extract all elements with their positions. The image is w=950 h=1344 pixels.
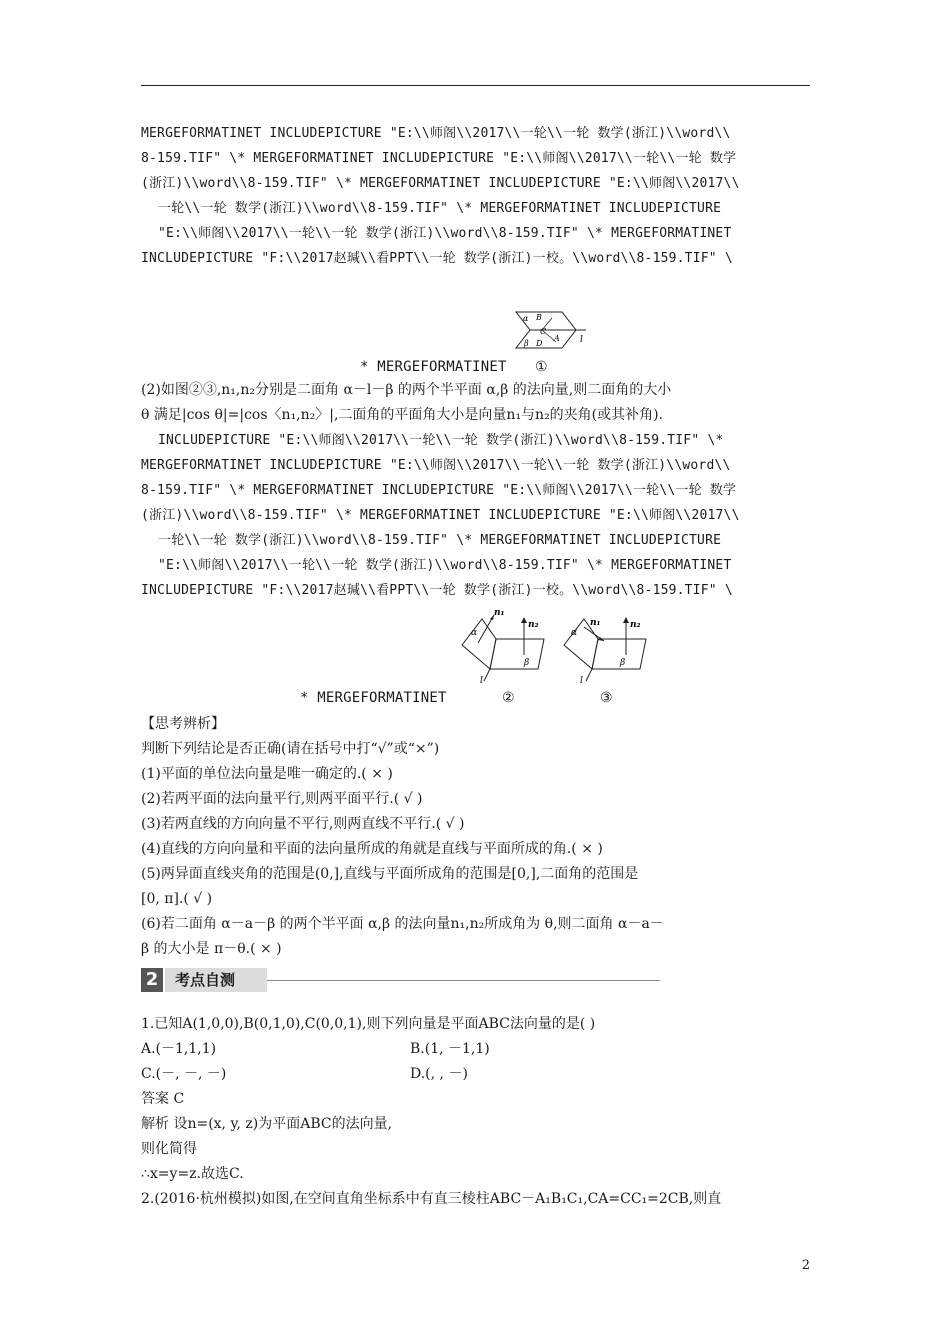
dihedral-figure-1 <box>510 308 590 354</box>
dihedral-figure-3 <box>560 605 650 685</box>
header-rule <box>141 85 810 86</box>
think-item: (4)直线的方向向量和平面的法向量所成的角就是直线与平面所成的角.( × ) <box>141 841 603 857</box>
label-n2: n₂ <box>528 620 539 630</box>
merge-field-line: INCLUDEPICTURE "F:\\2017赵瑊\\看PPT\\一轮 数学(浙江)一校。\\word\\8-159.TIF" \ <box>141 251 733 266</box>
figure-1-caption: * MERGEFORMATINET <box>360 359 507 375</box>
think-item: (6)若二面角 α－a－β 的两个半平面 α,β 的法向量n₁,n₂所成角为 θ,则二面角 α－a－ <box>141 916 664 932</box>
q1-analysis: 解析 设n=(x, y, z)为平面ABC的法向量, <box>141 1116 393 1132</box>
q1-simplify: 则化简得 <box>141 1141 197 1157</box>
label-b: B <box>536 313 542 322</box>
think-item: (2)若两平面的法向量平行,则两平面平行.( √ ) <box>141 791 423 807</box>
think-intro: 判断下列结论是否正确(请在括号中打“√”或“×”) <box>141 741 440 757</box>
section-number: 2 <box>141 968 163 992</box>
q1-option-b: B.(1, －1,1) <box>410 1041 490 1057</box>
label-alpha: α <box>571 628 578 638</box>
label-a: A <box>554 334 560 343</box>
think-item: β 的大小是 π－θ.( × ) <box>141 941 282 957</box>
q1-stem: 1.已知A(1,0,0),B(0,1,0),C(0,0,1),则下列向量是平面ABC法向量的是( ) <box>141 1016 596 1032</box>
merge-field-line: (浙江)\\word\\8-159.TIF" \* MERGEFORMATINET INCLUDEPICTURE "E:\\师阁\\2017\\ <box>141 176 740 191</box>
section-rule <box>267 980 660 981</box>
label-n1: n₁ <box>494 608 505 618</box>
merge-field-line: 一轮\\一轮 数学(浙江)\\word\\8-159.TIF" \* MERGEFORMATINET INCLUDEPICTURE <box>158 201 722 216</box>
think-item: (5)两异面直线夹角的范围是(0,],直线与平面所成角的范围是[0,],二面角的范围是 <box>141 866 639 882</box>
q1-conclusion: ∴x=y=z.故选C. <box>141 1166 244 1182</box>
figure-2-number: ② <box>502 690 515 706</box>
think-item: [0, π].( √ ) <box>141 891 213 907</box>
merge-field-line: MERGEFORMATINET INCLUDEPICTURE "E:\\师阁\\2017\\一轮\\一轮 数学(浙江)\\word\\ <box>141 126 731 141</box>
label-l: l <box>580 676 583 685</box>
merge-field-line: (浙江)\\word\\8-159.TIF" \* MERGEFORMATINET INCLUDEPICTURE "E:\\师阁\\2017\\ <box>141 508 740 523</box>
merge-field-line: "E:\\师阁\\2017\\一轮\\一轮 数学(浙江)\\word\\8-159.TIF" \* MERGEFORMATINET <box>158 558 732 573</box>
label-alpha: α <box>471 628 478 638</box>
merge-field-line: 一轮\\一轮 数学(浙江)\\word\\8-159.TIF" \* MERGEFORMATINET INCLUDEPICTURE <box>158 533 722 548</box>
paragraph-2-line-1: (2)如图②③,n₁,n₂分别是二面角 α－l－β 的两个半平面 α,β 的法向量,则二面角的大小 <box>141 382 672 398</box>
q1-option-c: C.(－, －, －) <box>141 1066 227 1082</box>
label-beta: β <box>620 658 626 668</box>
figure-1-number: ① <box>535 359 548 375</box>
merge-field-line: MERGEFORMATINET INCLUDEPICTURE "E:\\师阁\\2017\\一轮\\一轮 数学(浙江)\\word\\ <box>141 458 731 473</box>
think-heading: 【思考辨析】 <box>141 716 225 732</box>
label-c: C <box>540 327 547 336</box>
figure-3-number: ③ <box>600 690 613 706</box>
dihedral-figure-2 <box>458 605 548 685</box>
label-l: l <box>580 335 583 345</box>
label-d: D <box>536 339 543 348</box>
q1-option-a: A.(－1,1,1) <box>141 1041 217 1057</box>
label-beta: β <box>524 339 529 348</box>
page-number: 2 <box>801 1258 810 1273</box>
merge-field-line: INCLUDEPICTURE "E:\\师阁\\2017\\一轮\\一轮 数学(浙江)\\word\\8-159.TIF" \* <box>158 433 724 448</box>
paragraph-2-line-2: θ 满足|cos θ|=|cos〈n₁,n₂〉|,二面角的平面角大小是向量n₁与n₂的夹角(或其补角). <box>141 407 664 423</box>
label-n1: n₁ <box>590 618 601 628</box>
merge-field-line: INCLUDEPICTURE "F:\\2017赵瑊\\看PPT\\一轮 数学(浙江)一校。\\word\\8-159.TIF" \ <box>141 583 733 598</box>
think-item: (3)若两直线的方向向量不平行,则两直线不平行.( √ ) <box>141 816 465 832</box>
label-alpha: α <box>523 314 529 323</box>
label-n2: n₂ <box>630 620 641 630</box>
label-l: l <box>480 676 483 685</box>
figure-23-caption: * MERGEFORMATINET <box>300 690 447 706</box>
merge-field-line: 8-159.TIF" \* MERGEFORMATINET INCLUDEPICTURE "E:\\师阁\\2017\\一轮\\一轮 数学 <box>141 151 737 166</box>
merge-field-line: 8-159.TIF" \* MERGEFORMATINET INCLUDEPICTURE "E:\\师阁\\2017\\一轮\\一轮 数学 <box>141 483 737 498</box>
merge-field-line: "E:\\师阁\\2017\\一轮\\一轮 数学(浙江)\\word\\8-159.TIF" \* MERGEFORMATINET <box>158 226 732 241</box>
q2-stem: 2.(2016·杭州模拟)如图,在空间直角坐标系中有直三棱柱ABC－A₁B₁C₁,CA=CC₁=2CB,则直 <box>141 1191 722 1207</box>
q1-answer: 答案 C <box>141 1091 185 1107</box>
q1-option-d: D.(, , －) <box>410 1066 468 1082</box>
think-item: (1)平面的单位法向量是唯一确定的.( × ) <box>141 766 393 782</box>
section-title: 考点自测 <box>165 968 267 992</box>
label-beta: β <box>524 658 530 668</box>
